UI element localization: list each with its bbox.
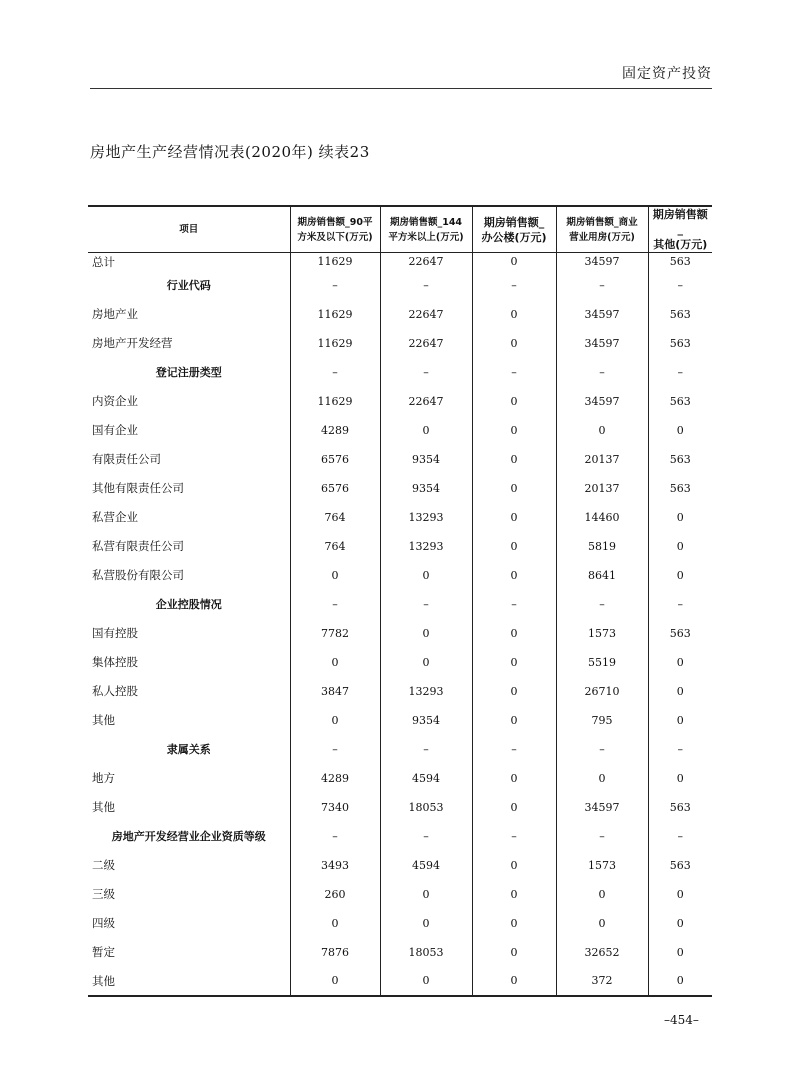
cell-value: – [677,829,683,843]
table-row [88,329,712,358]
cell-value: – [290,271,380,300]
cell-value: 1573 [556,851,648,880]
column-header-2 [380,206,472,253]
cell-value: 0 [472,253,556,271]
row-label: 国有企业 [88,416,290,445]
cell-value: 26710 [556,677,648,706]
column-header-5 [648,206,712,253]
cell-value: – [380,822,472,851]
table-row [88,909,712,938]
cell-value: 18053 [380,938,472,967]
cell-value: 795 [556,706,648,735]
cell-value: – [677,597,683,611]
cell-value: 20137 [556,445,648,474]
column-header-0 [88,206,290,253]
cell-value: 563 [669,336,691,350]
row-label: 私营有限责任公司 [88,532,290,561]
cell-value: 0 [676,916,684,930]
cell-value: 0 [676,771,684,785]
cell-value: 0 [472,532,556,561]
table-row [88,503,712,532]
cell-value: – [290,822,380,851]
cell-value: 0 [556,764,648,793]
data-table [88,205,712,997]
cell-value: – [677,365,683,379]
cell-value: 3847 [290,677,380,706]
cell-value: 34597 [556,387,648,416]
table-row [88,880,712,909]
cell-value: 8641 [556,561,648,590]
column-header-line: 项目 [179,224,199,235]
row-label: 私人控股 [88,677,290,706]
row-label: 房地产开发经营 [88,329,290,358]
cell-value: 0 [676,945,684,959]
cell-value: 20137 [556,474,648,503]
cell-value: 0 [676,713,684,727]
column-header-1 [290,206,380,253]
row-label: 其他有限责任公司 [88,474,290,503]
row-label: 三级 [88,880,290,909]
cell-value: – [677,278,683,292]
table-row [88,619,712,648]
table-row [88,445,712,474]
table-row [88,793,712,822]
row-label: 其他 [88,706,290,735]
cell-value: – [380,358,472,387]
table-row [88,938,712,967]
cell-value: 0 [472,706,556,735]
cell-value: 0 [380,561,472,590]
row-label: 暂定 [88,938,290,967]
cell-value: – [472,590,556,619]
cell-value: 0 [472,445,556,474]
cell-value: – [556,358,648,387]
column-header-3 [472,206,556,253]
row-label: 四级 [88,909,290,938]
row-label: 地方 [88,764,290,793]
group-label: 行业代码 [88,271,290,300]
cell-value: 0 [556,909,648,938]
cell-value: 5519 [556,648,648,677]
table-row [88,677,712,706]
cell-value: 34597 [556,300,648,329]
table-row [88,474,712,503]
table-row [88,706,712,735]
cell-value: 13293 [380,503,472,532]
column-header-line: 期房销售额_144 [389,216,463,228]
table-row [88,561,712,590]
cell-value: – [472,358,556,387]
cell-value: 4594 [380,764,472,793]
cell-value: 0 [472,503,556,532]
cell-value: 7782 [290,619,380,648]
cell-value: 11629 [290,387,380,416]
table-row [88,851,712,880]
table-row [88,300,712,329]
cell-value: 563 [669,394,691,408]
cell-value: 4289 [290,764,380,793]
cell-value: 0 [648,967,712,996]
cell-value: 4594 [380,851,472,880]
cell-value: 34597 [556,329,648,358]
group-label: 隶属关系 [88,735,290,764]
cell-value: – [556,735,648,764]
cell-value: 0 [472,909,556,938]
cell-value: 0 [676,568,684,582]
page-number: –454– [664,1013,699,1027]
cell-value: 0 [380,909,472,938]
table-row [88,271,712,300]
header-rule [90,88,712,89]
cell-value: 563 [669,626,691,640]
cell-value: 0 [290,706,380,735]
header-row [88,206,712,253]
cell-value: 9354 [380,706,472,735]
cell-value: 0 [290,967,380,996]
cell-value: 14460 [556,503,648,532]
cell-value: 0 [676,655,684,669]
cell-value: – [472,822,556,851]
row-label: 房地产业 [88,300,290,329]
cell-value: – [380,590,472,619]
table-row [88,358,712,387]
cell-value: 0 [676,539,684,553]
cell-value: 0 [472,967,556,996]
cell-value: – [556,590,648,619]
cell-value: 0 [556,880,648,909]
cell-value: – [472,271,556,300]
cell-value: 5819 [556,532,648,561]
row-label: 其他 [88,793,290,822]
cell-value: 563 [669,858,691,872]
row-label: 有限责任公司 [88,445,290,474]
cell-value: 0 [380,648,472,677]
column-header-line: 期房销售额_ [652,208,708,236]
cell-value: 563 [669,307,691,321]
cell-value: 0 [472,764,556,793]
cell-value: 260 [290,880,380,909]
row-label: 私营股份有限公司 [88,561,290,590]
cell-value: 13293 [380,677,472,706]
cell-value: 9354 [380,474,472,503]
cell-value: – [556,822,648,851]
cell-value: 0 [290,909,380,938]
cell-value: 0 [290,648,380,677]
column-header-line: 期房销售额_ [483,215,545,229]
cell-value: 0 [676,684,684,698]
cell-value: 11629 [290,300,380,329]
table-body [88,253,712,996]
cell-value: 3493 [290,851,380,880]
cell-value: 0 [472,300,556,329]
cell-value: 0 [380,416,472,445]
cell-value: 11629 [290,253,380,271]
group-label: 登记注册类型 [88,358,290,387]
row-label: 私营企业 [88,503,290,532]
column-header-line: 营业用房(万元) [569,231,635,243]
cell-value: 563 [669,255,691,269]
table-row [88,387,712,416]
cell-value: 0 [472,648,556,677]
cell-value: 0 [380,619,472,648]
cell-value: 372 [556,967,648,996]
cell-value: 1573 [556,619,648,648]
cell-value: 6576 [290,445,380,474]
cell-value: 22647 [380,387,472,416]
table-header [88,206,712,253]
cell-value: – [290,590,380,619]
table-row [88,764,712,793]
cell-value: 0 [472,561,556,590]
cell-value: 22647 [380,300,472,329]
row-label: 国有控股 [88,619,290,648]
table-row [88,967,712,996]
cell-value: 7340 [290,793,380,822]
cell-value: 0 [380,880,472,909]
cell-value: 6576 [290,474,380,503]
table-row [88,735,712,764]
table-row [88,590,712,619]
column-header-line: 平方米以上(万元) [388,231,464,243]
cell-value: 7876 [290,938,380,967]
cell-value: – [472,735,556,764]
cell-value: 764 [290,503,380,532]
cell-value: 18053 [380,793,472,822]
column-header-line: 期房销售额_90平 [297,216,373,228]
cell-value: 0 [472,793,556,822]
group-label: 房地产开发经营业企业资质等级 [88,822,290,851]
cell-value: 9354 [380,445,472,474]
cell-value: 0 [472,329,556,358]
row-label: 其他 [88,967,290,996]
cell-value: – [290,735,380,764]
cell-value: 0 [472,880,556,909]
cell-value: – [556,271,648,300]
cell-value: 0 [676,887,684,901]
column-header-line: 办公楼(万元) [481,230,547,244]
cell-value: 0 [290,561,380,590]
cell-value: 0 [472,619,556,648]
table-row [88,416,712,445]
column-header-4 [556,206,648,253]
table-row [88,253,712,271]
cell-value: 0 [676,510,684,524]
cell-value: – [677,742,683,756]
cell-value: 0 [472,474,556,503]
running-header-section: 固定资产投资 [622,66,712,82]
cell-value: 0 [472,677,556,706]
column-header-line: 方米及以下(万元) [297,231,373,243]
row-label: 总计 [88,253,290,271]
cell-value: 32652 [556,938,648,967]
row-label: 内资企业 [88,387,290,416]
cell-value: 0 [472,416,556,445]
cell-value: 0 [556,416,648,445]
row-label: 集体控股 [88,648,290,677]
column-header-line: 其他(万元) [653,238,708,251]
cell-value: 563 [669,481,691,495]
cell-value: 0 [472,851,556,880]
cell-value: 0 [676,423,684,437]
group-label: 企业控股情况 [88,590,290,619]
cell-value: 34597 [556,793,648,822]
cell-value: 4289 [290,416,380,445]
cell-value: – [290,358,380,387]
cell-value: 563 [669,452,691,466]
cell-value: 34597 [556,253,648,271]
cell-value: 764 [290,532,380,561]
table-title: 房地产生产经营情况表(2020年) 续表23 [90,143,370,161]
cell-value: 0 [380,967,472,996]
column-header-line: 期房销售额_商业 [566,216,638,228]
cell-value: 11629 [290,329,380,358]
cell-value: 22647 [380,253,472,271]
cell-value: 13293 [380,532,472,561]
cell-value: 0 [472,938,556,967]
table-row [88,532,712,561]
cell-value: 22647 [380,329,472,358]
table-row [88,822,712,851]
cell-value: 563 [669,800,691,814]
cell-value: 0 [472,387,556,416]
table-row [88,648,712,677]
row-label: 二级 [88,851,290,880]
cell-value: – [380,271,472,300]
cell-value: – [380,735,472,764]
